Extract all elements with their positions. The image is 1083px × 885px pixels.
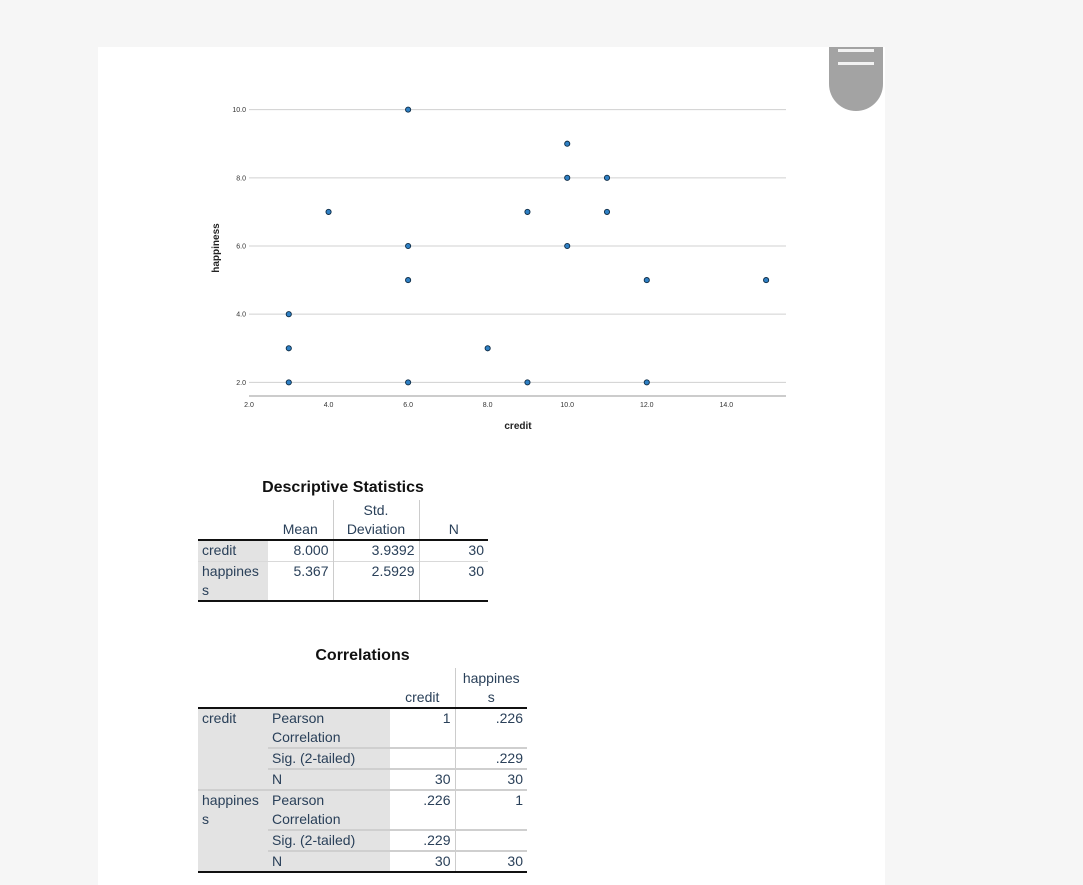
pearson-line1: Pearson — [272, 710, 325, 726]
data-point — [644, 277, 649, 282]
row-label: credit — [198, 540, 268, 561]
data-point — [565, 141, 570, 146]
data-point — [406, 107, 411, 112]
x-tick-label: 2.0 — [244, 402, 254, 409]
y-tick-label: 2.0 — [236, 379, 246, 387]
data-point — [604, 209, 609, 214]
data-point — [644, 380, 649, 385]
data-point — [764, 277, 769, 282]
y-tick-label: 8.0 — [236, 175, 246, 183]
correlations-header-happiness-line1: happines — [462, 670, 520, 686]
row-label — [198, 561, 268, 601]
cell-n-credit: 30 — [390, 851, 455, 872]
correlations-table — [198, 668, 527, 873]
correlations-corner-2 — [268, 668, 390, 708]
row-label-line1: happines — [202, 562, 259, 579]
descriptives-header-std — [333, 500, 419, 540]
tick-labels — [232, 107, 733, 409]
correlations-header-happiness-line2: s — [487, 689, 495, 705]
cell-n: 30 — [468, 542, 484, 558]
descriptives-table — [198, 500, 488, 602]
descriptives-header-std-line2: Deviation — [346, 521, 406, 537]
descriptives-title: Descriptive Statistics — [262, 479, 424, 496]
data-point — [565, 175, 570, 180]
data-point — [406, 277, 411, 282]
data-point — [326, 209, 331, 214]
row-label-pearson — [268, 708, 390, 748]
data-point — [286, 312, 291, 317]
correlations-corner — [198, 668, 268, 708]
row-group-label — [198, 790, 268, 872]
row-label-n: N — [268, 851, 390, 872]
scroll-handle-grip-bottom — [838, 62, 874, 65]
row-label-n: N — [268, 769, 390, 790]
correlations-title: Correlations — [315, 647, 410, 664]
descriptives-corner — [198, 500, 268, 540]
y-tick-label: 4.0 — [236, 311, 246, 319]
row-group-label: credit — [198, 708, 268, 790]
row-label-line2: s — [202, 581, 209, 598]
cell-sig-credit: .229 — [390, 830, 455, 851]
cell-mean: 5.367 — [268, 561, 333, 601]
y-tick-label: 6.0 — [236, 243, 246, 251]
cell-r-happiness: 1 — [515, 792, 523, 808]
group-label-line2: s — [202, 811, 209, 827]
table-row — [198, 540, 488, 561]
cell-std: 2.5929 — [333, 561, 419, 601]
cell-n-happiness: 30 — [507, 853, 523, 869]
cell-n-happiness: 30 — [507, 771, 523, 787]
cell-sig-credit — [390, 748, 455, 769]
correlations-header-credit: credit — [390, 668, 455, 708]
cell-r-credit: .226 — [390, 790, 455, 830]
gridlines — [249, 110, 786, 383]
data-point — [286, 346, 291, 351]
y-tick-label: 10.0 — [232, 107, 246, 115]
table-row — [198, 790, 527, 830]
data-point — [485, 346, 490, 351]
x-tick-label: 6.0 — [403, 402, 413, 409]
descriptives-header-std-line1: Std. — [363, 502, 389, 518]
cell-r-credit: 1 — [390, 708, 455, 748]
cell-sig-happiness: .229 — [495, 750, 523, 766]
row-label-pearson — [268, 790, 390, 830]
data-point — [406, 380, 411, 385]
descriptives-header-mean: Mean — [268, 500, 333, 540]
x-tick-label: 14.0 — [719, 402, 734, 409]
correlations-header-happiness — [455, 668, 527, 708]
cell-sig-happiness — [455, 830, 527, 851]
row-label-sig: Sig. (2-tailed) — [268, 748, 390, 769]
scatter-plot — [0, 0, 800, 440]
data-point — [604, 175, 609, 180]
x-tick-label: 8.0 — [482, 402, 493, 409]
table-row — [198, 708, 527, 748]
descriptives-header-n: N — [448, 521, 459, 537]
x-tick-label: 12.0 — [639, 402, 654, 409]
table-row — [198, 561, 488, 601]
pearson-line1: Pearson — [272, 792, 325, 808]
data-point — [406, 243, 411, 248]
cell-n-credit: 30 — [390, 769, 455, 790]
cell-r-happiness: .226 — [495, 710, 523, 726]
cell-n: 30 — [468, 562, 484, 579]
data-point — [525, 380, 530, 385]
y-axis-title: happiness — [211, 223, 222, 273]
cell-std: 3.9392 — [333, 540, 419, 561]
pearson-line2: Correlation — [272, 811, 341, 827]
data-point — [565, 243, 570, 248]
x-tick-label: 10.0 — [560, 402, 575, 409]
pearson-line2: Correlation — [272, 729, 341, 745]
row-label-sig: Sig. (2-tailed) — [268, 830, 390, 851]
data-point — [286, 380, 291, 385]
scroll-handle-grip-top — [838, 49, 874, 52]
cell-mean: 8.000 — [268, 540, 333, 561]
x-axis-title: credit — [504, 421, 532, 432]
data-point — [525, 209, 530, 214]
x-tick-label: 4.0 — [323, 402, 334, 409]
scroll-handle[interactable] — [829, 47, 883, 111]
group-label-line1: happines — [202, 792, 259, 808]
